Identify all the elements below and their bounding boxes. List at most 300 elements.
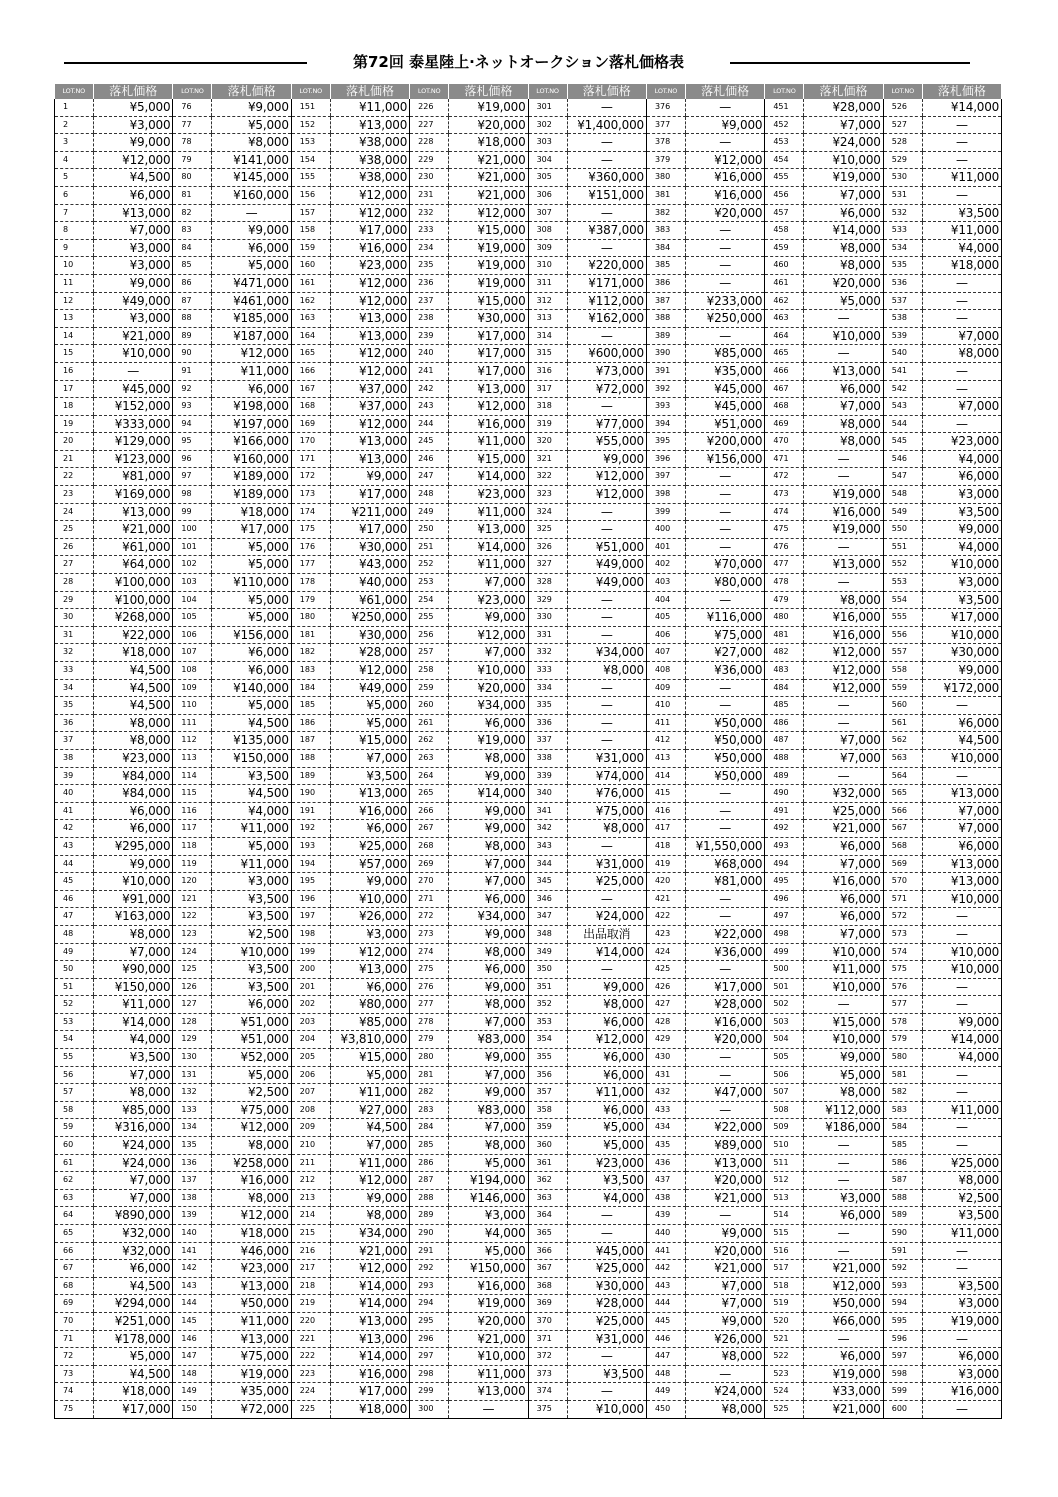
winning-price: — (685, 591, 764, 609)
lot-number: 335 (528, 697, 567, 715)
winning-price: ¥10,000 (330, 890, 409, 908)
lot-number: 459 (765, 239, 804, 257)
lot-number: 269 (410, 855, 449, 873)
lot-number: 324 (528, 503, 567, 521)
lot-number: 42 (55, 820, 94, 838)
winning-price: ¥90,000 (94, 961, 173, 979)
winning-price: — (685, 1101, 764, 1119)
winning-price: ¥185,000 (212, 310, 291, 328)
lot-number-header: LOT.NO (410, 84, 449, 99)
lot-number: 366 (528, 1242, 567, 1260)
winning-price: — (804, 996, 883, 1014)
table-row (55, 908, 1002, 926)
lot-number: 583 (883, 1101, 922, 1119)
winning-price: ¥37,000 (330, 398, 409, 416)
lot-number: 581 (883, 1066, 922, 1084)
lot-number: 97 (173, 468, 212, 486)
winning-price: ¥10,000 (922, 626, 1001, 644)
winning-price: ¥52,000 (212, 1049, 291, 1067)
lot-number: 308 (528, 222, 567, 240)
lot-number-header: LOT.NO (55, 84, 94, 99)
winning-price: ¥6,000 (804, 1348, 883, 1366)
winning-price: ¥4,500 (94, 679, 173, 697)
lot-number: 466 (765, 362, 804, 380)
lot-number: 495 (765, 873, 804, 891)
lot-number-header: LOT.NO (765, 84, 804, 99)
lot-number: 584 (883, 1119, 922, 1137)
winning-price: ¥8,000 (212, 1189, 291, 1207)
table-row (55, 292, 1002, 310)
winning-price: ¥19,000 (804, 169, 883, 187)
winning-price: ¥35,000 (212, 1383, 291, 1401)
winning-price: ¥4,500 (922, 732, 1001, 750)
lot-number: 166 (291, 362, 330, 380)
lot-number: 565 (883, 785, 922, 803)
winning-price: ¥135,000 (212, 732, 291, 750)
lot-number: 429 (646, 1031, 685, 1049)
winning-price: ¥80,000 (330, 996, 409, 1014)
table-row (55, 714, 1002, 732)
winning-price: — (922, 1066, 1001, 1084)
winning-price: ¥10,000 (94, 873, 173, 891)
winning-price: — (685, 486, 764, 504)
winning-price: ¥16,000 (212, 1172, 291, 1190)
lot-number: 230 (410, 169, 449, 187)
lot-number: 85 (173, 257, 212, 275)
table-row (55, 802, 1002, 820)
lot-number: 303 (528, 134, 567, 152)
winning-price: — (685, 1365, 764, 1383)
winning-price: ¥21,000 (94, 521, 173, 539)
lot-number: 246 (410, 450, 449, 468)
lot-number: 464 (765, 327, 804, 345)
lot-number: 555 (883, 609, 922, 627)
lot-number: 365 (528, 1225, 567, 1243)
winning-price: ¥66,000 (804, 1312, 883, 1330)
winning-price: ¥8,000 (804, 433, 883, 451)
winning-price: ¥8,000 (449, 1137, 528, 1155)
lot-number: 183 (291, 662, 330, 680)
lot-number: 377 (646, 116, 685, 134)
winning-price: ¥3,500 (212, 961, 291, 979)
winning-price: ¥151,000 (567, 186, 646, 204)
lot-number: 450 (646, 1400, 685, 1418)
winning-price: ¥46,000 (212, 1242, 291, 1260)
winning-price: ¥233,000 (685, 292, 764, 310)
lot-number: 573 (883, 925, 922, 943)
winning-price: ¥11,000 (449, 556, 528, 574)
winning-price: ¥23,000 (449, 486, 528, 504)
lot-number: 472 (765, 468, 804, 486)
winning-price: ¥8,000 (567, 996, 646, 1014)
lot-number: 587 (883, 1172, 922, 1190)
winning-price: ¥5,000 (567, 1119, 646, 1137)
winning-price: ¥13,000 (922, 855, 1001, 873)
winning-price: ¥51,000 (685, 415, 764, 433)
table-row (55, 1066, 1002, 1084)
lot-number: 216 (291, 1242, 330, 1260)
lot-number: 88 (173, 310, 212, 328)
lot-number: 152 (291, 116, 330, 134)
winning-price: ¥13,000 (804, 362, 883, 380)
lot-number: 172 (291, 468, 330, 486)
winning-price: ¥8,000 (804, 257, 883, 275)
lot-number: 120 (173, 873, 212, 891)
lot-number: 341 (528, 802, 567, 820)
table-row (55, 1137, 1002, 1155)
lot-number: 178 (291, 574, 330, 592)
lot-number: 567 (883, 820, 922, 838)
winning-price: ¥10,000 (212, 943, 291, 961)
lot-number: 36 (55, 714, 94, 732)
lot-number: 556 (883, 626, 922, 644)
lot-number: 189 (291, 767, 330, 785)
lot-number: 323 (528, 486, 567, 504)
winning-price: — (567, 151, 646, 169)
lot-number: 16 (55, 362, 94, 380)
winning-price: ¥19,000 (804, 521, 883, 539)
lot-number: 116 (173, 802, 212, 820)
winning-price: ¥5,000 (94, 1348, 173, 1366)
table-row (55, 151, 1002, 169)
lot-number: 569 (883, 855, 922, 873)
lot-number: 198 (291, 925, 330, 943)
winning-price: ¥3,500 (922, 503, 1001, 521)
winning-price: ¥160,000 (212, 450, 291, 468)
lot-number: 330 (528, 609, 567, 627)
winning-price: ¥7,000 (94, 1172, 173, 1190)
winning-price: ¥14,000 (922, 99, 1001, 116)
winning-price: ¥7,000 (685, 1295, 764, 1313)
winning-price: ¥197,000 (212, 415, 291, 433)
table-row (55, 978, 1002, 996)
lot-number: 70 (55, 1312, 94, 1330)
lot-number: 453 (765, 134, 804, 152)
winning-price: ¥6,000 (94, 820, 173, 838)
lot-number: 350 (528, 961, 567, 979)
winning-price: ¥75,000 (567, 802, 646, 820)
table-row (55, 274, 1002, 292)
lot-number: 307 (528, 204, 567, 222)
winning-price: ¥9,000 (685, 116, 764, 134)
winning-price: ¥19,000 (449, 274, 528, 292)
winning-price: ¥5,000 (212, 116, 291, 134)
winning-price: ¥12,000 (567, 468, 646, 486)
lot-number: 110 (173, 697, 212, 715)
lot-number: 311 (528, 274, 567, 292)
lot-number: 165 (291, 345, 330, 363)
lot-number: 412 (646, 732, 685, 750)
lot-number: 1 (55, 99, 94, 116)
lot-number: 137 (173, 1172, 212, 1190)
table-row (55, 327, 1002, 345)
lot-number: 220 (291, 1312, 330, 1330)
winning-price: ¥21,000 (449, 186, 528, 204)
winning-price: ¥12,000 (449, 204, 528, 222)
winning-price: ¥19,000 (449, 1295, 528, 1313)
winning-price: — (922, 380, 1001, 398)
lot-number: 351 (528, 978, 567, 996)
winning-price: ¥6,000 (94, 1260, 173, 1278)
lot-number: 19 (55, 415, 94, 433)
lot-number: 217 (291, 1260, 330, 1278)
winning-price: ¥14,000 (567, 943, 646, 961)
winning-price: ¥22,000 (94, 626, 173, 644)
lot-number: 356 (528, 1066, 567, 1084)
winning-price: ¥5,000 (804, 1066, 883, 1084)
lot-number: 81 (173, 186, 212, 204)
lot-number: 146 (173, 1330, 212, 1348)
table-row (55, 1031, 1002, 1049)
lot-number: 210 (291, 1137, 330, 1155)
lot-number: 101 (173, 538, 212, 556)
winning-price: ¥3,000 (330, 925, 409, 943)
lot-number: 75 (55, 1400, 94, 1418)
winning-price: — (804, 697, 883, 715)
lot-number: 264 (410, 767, 449, 785)
table-row (55, 1260, 1002, 1278)
lot-number: 548 (883, 486, 922, 504)
winning-price: ¥250,000 (685, 310, 764, 328)
winning-price: ¥360,000 (567, 169, 646, 187)
winning-price: ¥5,000 (212, 257, 291, 275)
winning-price: ¥22,000 (685, 925, 764, 943)
winning-price: ¥19,000 (804, 486, 883, 504)
winning-price: — (567, 398, 646, 416)
winning-price: — (685, 1066, 764, 1084)
lot-number: 40 (55, 785, 94, 803)
lot-number: 133 (173, 1101, 212, 1119)
lot-number: 115 (173, 785, 212, 803)
lot-number: 114 (173, 767, 212, 785)
lot-number: 437 (646, 1172, 685, 1190)
winning-price: ¥20,000 (449, 116, 528, 134)
lot-number-header: LOT.NO (646, 84, 685, 99)
winning-price: ¥26,000 (685, 1330, 764, 1348)
winning-price: ¥70,000 (685, 556, 764, 574)
lot-number: 497 (765, 908, 804, 926)
lot-number: 419 (646, 855, 685, 873)
lot-number: 79 (173, 151, 212, 169)
lot-number: 376 (646, 99, 685, 116)
winning-price: ¥10,000 (922, 943, 1001, 961)
lot-number: 205 (291, 1049, 330, 1067)
winning-price: ¥7,000 (330, 749, 409, 767)
lot-number: 490 (765, 785, 804, 803)
lot-number: 562 (883, 732, 922, 750)
winning-price: — (922, 134, 1001, 152)
lot-number: 520 (765, 1312, 804, 1330)
lot-number: 9 (55, 239, 94, 257)
winning-price: ¥14,000 (804, 222, 883, 240)
lot-number: 423 (646, 925, 685, 943)
winning-price: ¥7,000 (804, 925, 883, 943)
winning-price: ¥14,000 (449, 468, 528, 486)
winning-price: ¥6,000 (212, 996, 291, 1014)
winning-price: ¥72,000 (212, 1400, 291, 1418)
winning-price: — (567, 1207, 646, 1225)
winning-price: — (567, 204, 646, 222)
winning-price: ¥12,000 (330, 204, 409, 222)
winning-price: ¥150,000 (212, 749, 291, 767)
winning-price: ¥34,000 (449, 697, 528, 715)
lot-number: 14 (55, 327, 94, 345)
lot-number: 203 (291, 1013, 330, 1031)
winning-price: — (685, 239, 764, 257)
lot-number: 493 (765, 837, 804, 855)
winning-price: ¥10,000 (804, 151, 883, 169)
lot-number: 588 (883, 1189, 922, 1207)
winning-price: ¥21,000 (330, 1242, 409, 1260)
lot-number: 482 (765, 644, 804, 662)
winning-price: — (685, 327, 764, 345)
lot-number: 266 (410, 802, 449, 820)
winning-price: ¥45,000 (685, 398, 764, 416)
lot-number: 293 (410, 1277, 449, 1295)
winning-price: — (922, 908, 1001, 926)
lot-number: 348 (528, 925, 567, 943)
table-row (55, 1383, 1002, 1401)
winning-price: ¥17,000 (94, 1400, 173, 1418)
winning-price: ¥31,000 (567, 749, 646, 767)
lot-number: 426 (646, 978, 685, 996)
table-row (55, 855, 1002, 873)
lot-number: 23 (55, 486, 94, 504)
winning-price: ¥19,000 (804, 1365, 883, 1383)
lot-number: 147 (173, 1348, 212, 1366)
lot-number: 292 (410, 1260, 449, 1278)
winning-price: ¥5,000 (449, 1154, 528, 1172)
winning-price: ¥9,000 (449, 820, 528, 838)
lot-number: 87 (173, 292, 212, 310)
lot-number: 370 (528, 1312, 567, 1330)
lot-number: 387 (646, 292, 685, 310)
lot-number: 321 (528, 450, 567, 468)
winning-price: ¥11,000 (922, 1225, 1001, 1243)
lot-number: 140 (173, 1225, 212, 1243)
lot-number: 31 (55, 626, 94, 644)
lot-number: 364 (528, 1207, 567, 1225)
lot-number: 519 (765, 1295, 804, 1313)
winning-price: ¥19,000 (449, 257, 528, 275)
winning-price: ¥4,000 (922, 450, 1001, 468)
lot-number: 219 (291, 1295, 330, 1313)
lot-number: 339 (528, 767, 567, 785)
lot-number: 378 (646, 134, 685, 152)
table-row (55, 697, 1002, 715)
winning-price: ¥7,000 (804, 398, 883, 416)
lot-number: 118 (173, 837, 212, 855)
lot-number: 305 (528, 169, 567, 187)
winning-price: ¥4,500 (94, 169, 173, 187)
winning-price: ¥3,000 (94, 257, 173, 275)
winning-price: ¥13,000 (330, 433, 409, 451)
lot-number: 485 (765, 697, 804, 715)
winning-price: ¥12,000 (685, 151, 764, 169)
table-row (55, 556, 1002, 574)
lot-number: 344 (528, 855, 567, 873)
winning-price: — (567, 714, 646, 732)
lot-number: 319 (528, 415, 567, 433)
winning-price: ¥31,000 (567, 1330, 646, 1348)
winning-price: ¥166,000 (212, 433, 291, 451)
winning-price: ¥171,000 (567, 274, 646, 292)
lot-number: 99 (173, 503, 212, 521)
lot-number: 12 (55, 292, 94, 310)
lot-number: 33 (55, 662, 94, 680)
lot-number: 420 (646, 873, 685, 891)
winning-price: — (685, 134, 764, 152)
lot-number: 243 (410, 398, 449, 416)
winning-price: ¥7,000 (449, 574, 528, 592)
winning-price: ¥12,000 (330, 1172, 409, 1190)
winning-price: ¥25,000 (567, 1260, 646, 1278)
winning-price: ¥13,000 (922, 873, 1001, 891)
lot-number: 214 (291, 1207, 330, 1225)
lot-number: 325 (528, 521, 567, 539)
lot-number: 486 (765, 714, 804, 732)
winning-price: ¥16,000 (804, 609, 883, 627)
lot-number: 176 (291, 538, 330, 556)
winning-price: ¥13,000 (330, 1330, 409, 1348)
winning-price: ¥15,000 (804, 1013, 883, 1031)
lot-number: 300 (410, 1400, 449, 1418)
winning-price: ¥6,000 (567, 1013, 646, 1031)
lot-number: 371 (528, 1330, 567, 1348)
lot-number: 407 (646, 644, 685, 662)
winning-price: ¥38,000 (330, 169, 409, 187)
lot-number: 170 (291, 433, 330, 451)
winning-price: ¥3,000 (922, 486, 1001, 504)
lot-number: 71 (55, 1330, 94, 1348)
winning-price: — (685, 1049, 764, 1067)
lot-number: 474 (765, 503, 804, 521)
lot-number: 492 (765, 820, 804, 838)
table-row (55, 222, 1002, 240)
winning-price: ¥12,000 (330, 186, 409, 204)
winning-price: ¥9,000 (94, 855, 173, 873)
lot-number: 503 (765, 1013, 804, 1031)
winning-price: ¥12,000 (449, 626, 528, 644)
table-row (55, 538, 1002, 556)
lot-number: 515 (765, 1225, 804, 1243)
winning-price: — (804, 345, 883, 363)
lot-number: 600 (883, 1400, 922, 1418)
winning-price: ¥4,000 (94, 1031, 173, 1049)
winning-price: ¥14,000 (94, 1013, 173, 1031)
winning-price: ¥258,000 (212, 1154, 291, 1172)
winning-price: ¥8,000 (212, 134, 291, 152)
winning-price: ¥3,500 (330, 767, 409, 785)
table-row (55, 468, 1002, 486)
lot-number: 174 (291, 503, 330, 521)
winning-price: ¥11,000 (567, 1084, 646, 1102)
lot-number: 470 (765, 433, 804, 451)
lot-number: 144 (173, 1295, 212, 1313)
winning-price: ¥172,000 (922, 679, 1001, 697)
lot-number: 235 (410, 257, 449, 275)
winning-price: ¥3,500 (94, 1049, 173, 1067)
lot-number: 568 (883, 837, 922, 855)
lot-number: 369 (528, 1295, 567, 1313)
lot-number: 143 (173, 1277, 212, 1295)
lot-number: 527 (883, 116, 922, 134)
winning-price: ¥162,000 (567, 310, 646, 328)
lot-number: 263 (410, 749, 449, 767)
lot-number: 504 (765, 1031, 804, 1049)
winning-price: ¥10,000 (449, 662, 528, 680)
table-row (55, 873, 1002, 891)
